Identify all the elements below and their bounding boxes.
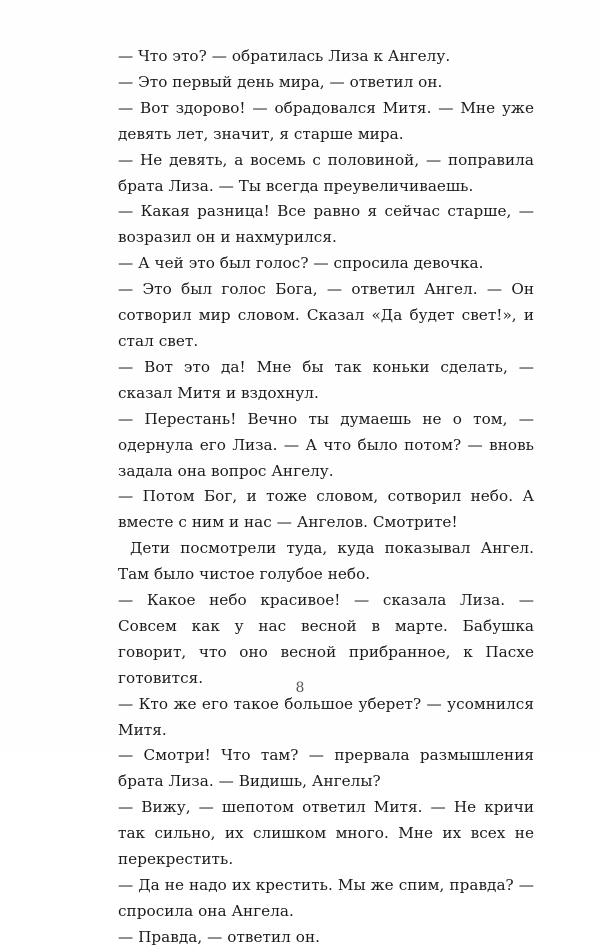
paragraph: — Вижу, — шепотом ответил Митя. — Не кричи так сильно, их слишком много. Мне их всех не перекрестить. [118, 798, 534, 869]
paragraph: — Какое небо красивое! — сказала Лиза. — Совсем как у нас весной в марте. Бабушка говорит, что оно весной прибранное, к Пасхе готовится. [118, 591, 534, 687]
paragraph: — Смотри! Что там? — прервала размышления брата Лиза. — Видишь, Ангелы? [118, 746, 534, 791]
paragraph: — Перестань! Вечно ты думаешь не о том, — одернула его Лиза. — А что было потом? — вновь задала она вопрос Ангелу. [118, 409, 534, 480]
paragraph: — Это первый день мира, — ответил он. [118, 72, 443, 91]
paragraph: Дети посмотрели туда, куда показывал Ангел. Там было чистое голубое небо. [118, 539, 534, 584]
paragraph: — Вот здорово! — обрадовался Митя. — Мне уже девять лет, значит, я старше мира. [118, 98, 534, 143]
paragraph: — А чей это был голос? — спросила девочка. [118, 254, 484, 273]
paragraph: — Да не надо их крестить. Мы же спим, правда? — спросила она Ангела. [118, 876, 534, 920]
paragraph: — Это был голос Бога, — ответил Ангел. — Он сотворил мир словом. Сказал «Да будет свет!», и стал свет. [118, 280, 534, 350]
paragraph: — Кто же его такое большое уберет? — усомнился Митя. [118, 694, 534, 739]
paragraph: — Правда, — ответил он. [118, 927, 320, 946]
text-block [118, 44, 534, 951]
paragraph: — Какая разница! Все равно я сейчас старше, — возразил он и нахмурился. [118, 202, 534, 247]
page-number: 8 [295, 680, 305, 696]
paragraph: — Вот это да! Мне бы так коньки сделать, — сказал Митя и вздохнул. [118, 357, 534, 402]
paragraph: — Потом Бог, и тоже словом, сотворил небо. А вместе с ним и нас — Ангелов. Смотрите! [118, 487, 534, 532]
paragraph: — Не девять, а восемь с половиной, — поправила брата Лиза. — Ты всегда преувеличиваешь. [118, 150, 534, 195]
paragraph: — Что это? — обратилась Лиза к Ангелу. [118, 47, 451, 65]
